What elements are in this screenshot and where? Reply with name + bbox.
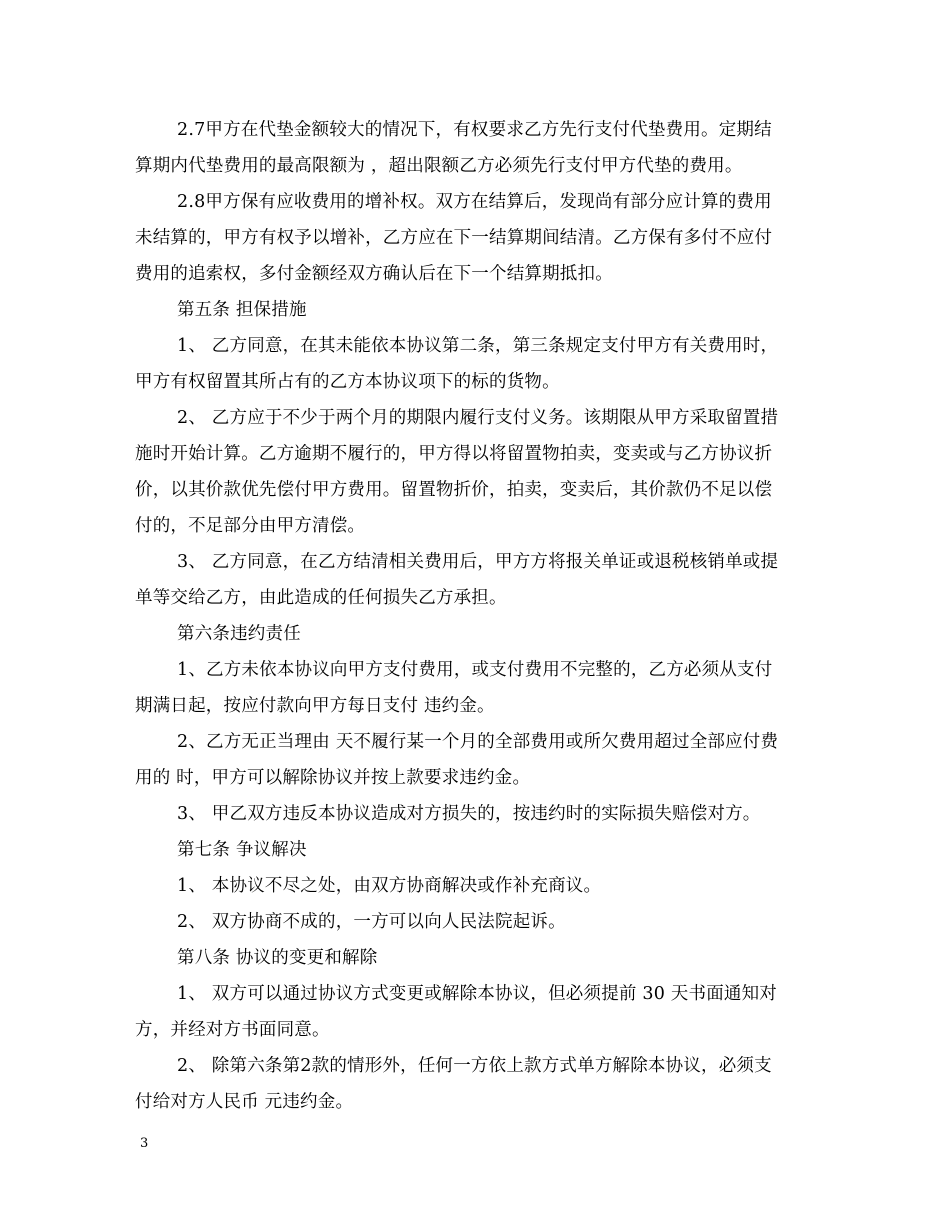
text-line: 付给对方人民币 元违约金。 <box>135 1092 354 1112</box>
text-line: 单等交给乙方，由此造成的任何损失乙方承担。 <box>135 588 507 608</box>
text-line: 2、 乙方应于不少于两个月的期限内履行支付义务。该期限从甲方采取留置措 <box>177 408 779 428</box>
text-line: 3、 乙方同意，在乙方结清相关费用后，甲方方将报关单证或退税核销单或提 <box>177 552 779 572</box>
text-line: 甲方有权留置其所占有的乙方本协议项下的标的货物。 <box>135 372 560 392</box>
text-line: 用的 时，甲方可以解除协议并按上款要求违约金。 <box>135 768 531 788</box>
section-heading: 第六条违约责任 <box>177 624 301 644</box>
text-line: 施时开始计算。乙方逾期不履行的，甲方得以将留置物拍卖，变卖或与乙方协议折 <box>135 444 773 464</box>
text-line: 期满日起，按应付款向甲方每日支付 违约金。 <box>135 696 495 716</box>
text-line: 价，以其价款优先偿付甲方费用。留置物折价，拍卖，变卖后，其价款仍不足以偿 <box>135 480 773 500</box>
text-line: 未结算的，甲方有权予以增补，乙方应在下一结算期间结清。乙方保有多付不应付 <box>135 228 773 248</box>
text-line: 算期内代垫费用的最高限额为 ，超出限额乙方必须先行支付甲方代垫的费用。 <box>135 156 743 176</box>
text-line: 1、 乙方同意，在其未能依本协议第二条，第三条规定支付甲方有关费用时， <box>177 336 779 356</box>
section-heading: 第五条 担保措施 <box>177 300 307 320</box>
page-number: 3 <box>140 1136 149 1151</box>
text-line: 1、 双方可以通过协议方式变更或解除本协议，但必须提前 30 天书面通知对 <box>177 984 777 1004</box>
section-heading: 第八条 协议的变更和解除 <box>177 948 378 968</box>
text-line: 费用的追索权，多付金额经双方确认后在下一个结算期抵扣。 <box>135 264 613 284</box>
text-line: 方，并经对方书面同意。 <box>135 1020 330 1040</box>
text-line: 2.8甲方保有应收费用的增补权。双方在结算后，发现尚有部分应计算的费用 <box>177 192 772 212</box>
text-line: 3、 甲乙双方违反本协议造成对方损失的，按违约时的实际损失赔偿对方。 <box>177 804 761 824</box>
text-line: 2.7甲方在代垫金额较大的情况下，有权要求乙方先行支付代垫费用。定期结 <box>177 120 772 140</box>
section-heading: 第七条 争议解决 <box>177 840 307 860</box>
text-line: 2、乙方无正当理由 天不履行某一个月的全部费用或所欠费用超过全部应付费 <box>177 732 779 752</box>
text-line: 1、 本协议不尽之处，由双方协商解决或作补充商议。 <box>177 876 602 896</box>
text-line: 1、乙方未依本协议向甲方支付费用，或支付费用不完整的，乙方必须从支付 <box>177 660 773 680</box>
text-line: 2、 除第六条第2款的情形外，任何一方依上款方式单方解除本协议，必须支 <box>177 1056 772 1076</box>
text-line: 2、 双方协商不成的，一方可以向人民法院起诉。 <box>177 912 566 932</box>
text-line: 付的，不足部分由甲方清偿。 <box>135 516 366 536</box>
